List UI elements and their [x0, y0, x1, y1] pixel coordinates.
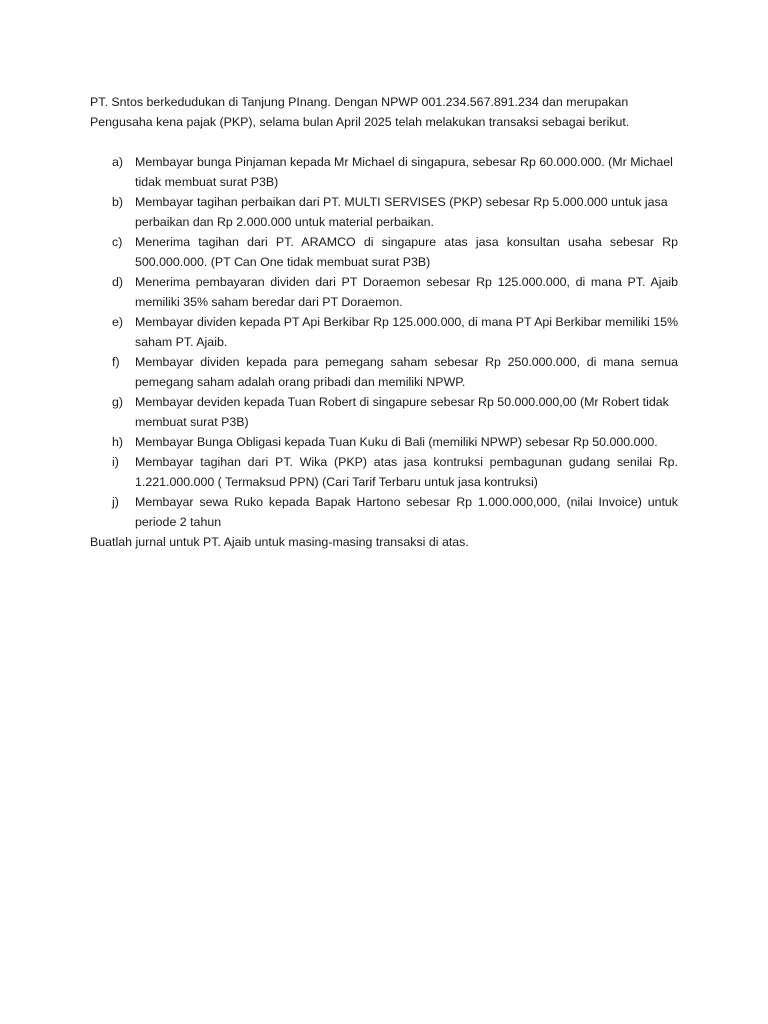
list-marker: i): [112, 455, 119, 469]
list-item: [90, 272, 678, 312]
list-marker: f): [112, 355, 120, 369]
list-marker: c): [112, 235, 123, 249]
list-marker: e): [112, 315, 124, 329]
list-item-text: Membayar deviden kepada Tuan Robert di singapure sebesar Rp 50.000.000,00 (Mr Robert tidak membuat surat P3B): [135, 395, 669, 429]
list-item: [90, 352, 678, 392]
list-item: [90, 432, 678, 452]
transaction-list: [90, 152, 678, 532]
list-item: [90, 152, 678, 192]
list-item-text: Membayar dividen kepada PT Api Berkibar Rp 125.000.000, di mana PT Api Berkibar memiliki 15% saham PT. Ajaib.: [135, 315, 678, 349]
list-item-text: Membayar sewa Ruko kepada Bapak Hartono sebesar Rp 1.000.000,000, (nilai Invoice) untuk periode 2 tahun: [135, 495, 678, 529]
document-page: [90, 92, 678, 552]
list-item-text: Menerima tagihan dari PT. ARAMCO di singapure atas jasa konsultan usaha sebesar Rp 500.000.000. (PT Can One tidak membuat surat P3B): [135, 235, 678, 269]
intro-line: PT. Sntos berkedudukan di Tanjung PInang. Dengan NPWP 001.234.567.891.234 dan merupakan: [90, 95, 629, 109]
list-item-text: Membayar bunga Pinjaman kepada Mr Michael di singapura, sebesar Rp 60.000.000. (Mr Michael tidak membuat surat P3B): [135, 155, 673, 189]
list-marker: j): [112, 495, 119, 509]
intro-paragraph: [90, 92, 678, 132]
list-item-text: Membayar dividen kepada para pemegang saham sebesar Rp 250.000.000, di mana semua pemegang saham adalah orang pribadi dan memiliki NPWP.: [135, 355, 678, 389]
list-item-text: Menerima pembayaran dividen dari PT Doraemon sebesar Rp 125.000.000, di mana PT. Ajaib memiliki 35% saham beredar dari PT Doraemon.: [135, 275, 678, 309]
list-marker: h): [112, 435, 124, 449]
list-item-text: Membayar tagihan perbaikan dari PT. MULTI SERVISES (PKP) sebesar Rp 5.000.000 untuk jasa perbaikan dan Rp 2.000.000 untuk material perbaikan.: [135, 195, 668, 229]
list-item: [90, 192, 678, 232]
closing-instruction: Buatlah jurnal untuk PT. Ajaib untuk masing-masing transaksi di atas.: [90, 535, 469, 549]
list-item: [90, 452, 678, 492]
list-item: [90, 492, 678, 532]
list-marker: a): [112, 155, 124, 169]
list-item-text: Membayar tagihan dari PT. Wika (PKP) atas jasa kontruksi pembagunan gudang senilai Rp. 1.221.000.000 ( Termaksud PPN) (Cari Tarif Terbaru untuk jasa kontruksi): [135, 455, 678, 489]
intro-line: Pengusaha kena pajak (PKP), selama bulan April 2025 telah melakukan transaksi sebagai berikut.: [90, 115, 630, 129]
list-marker: g): [112, 395, 124, 409]
list-marker: d): [112, 275, 124, 289]
list-item: [90, 232, 678, 272]
list-item: [90, 312, 678, 352]
list-marker: b): [112, 195, 124, 209]
list-item: [90, 392, 678, 432]
list-item-text: Membayar Bunga Obligasi kepada Tuan Kuku di Bali (memiliki NPWP) sebesar Rp 50.000.000.: [135, 435, 658, 449]
